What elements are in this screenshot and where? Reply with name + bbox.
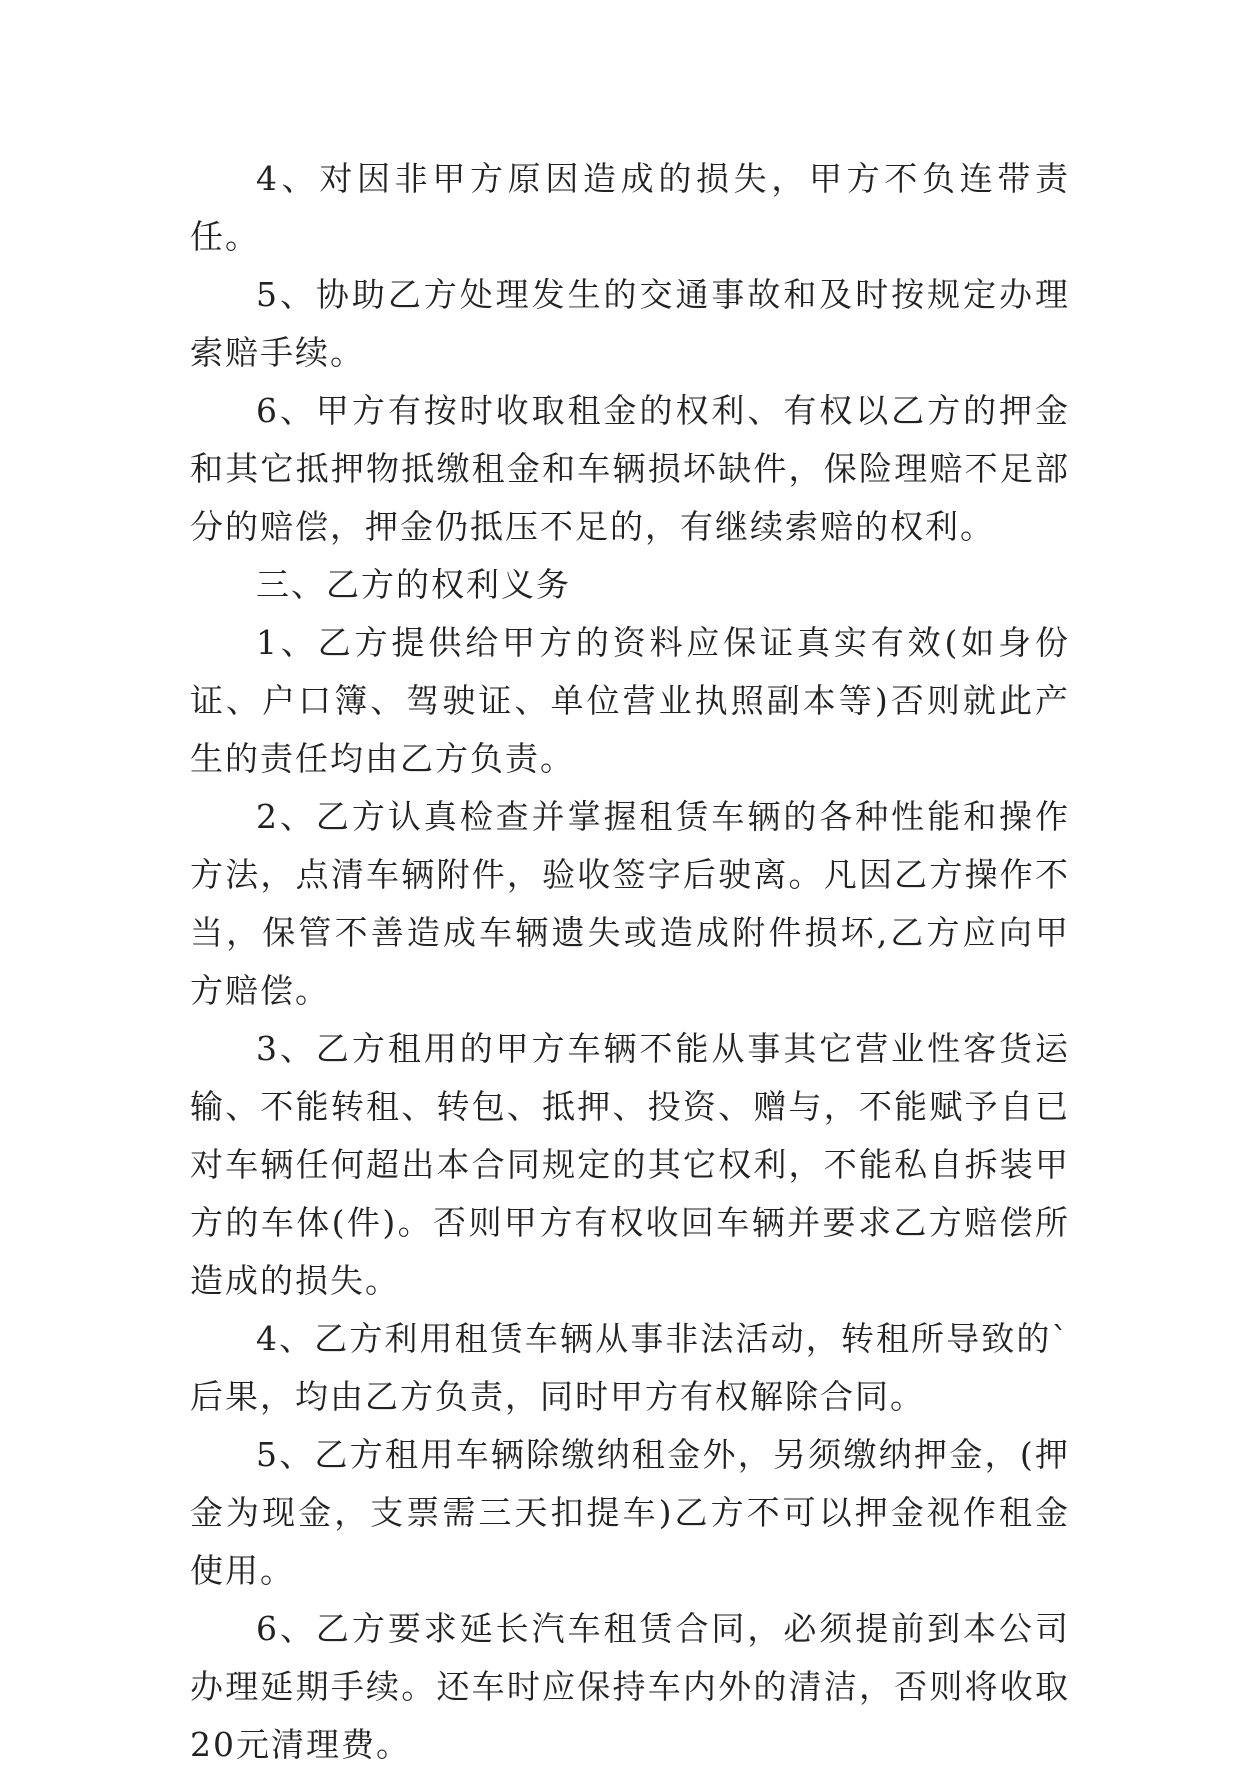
paragraph-lessee-clause-4: 4、乙方利用租赁车辆从事非法活动，转租所导致的`后果，均由乙方负责，同时甲方有权解除合同。 — [190, 1319, 1070, 1416]
paragraph-lessee-clause-6: 6、乙方要求延长汽车租赁合同，必须提前到本公司办理延期手续。还车时应保持车内外的清洁，否则将收取20元清理费。 — [190, 1609, 1070, 1764]
paragraph-lessee-clause-3: 3、乙方租用的甲方车辆不能从事其它营业性客货运输、不能转租、转包、抵押、投资、赠与，不能赋予自已对车辆任何超出本合同规定的其它权利，不能私自拆装甲方的车体(件)。否则甲方有权收回车辆并要求乙方赔偿所造成的损失。 — [190, 1029, 1070, 1300]
paragraph-lessee-clause-1: 1、乙方提供给甲方的资料应保证真实有效(如身份证、户口簿、驾驶证、单位营业执照副本等)否则就此产生的责任均由乙方负责。 — [190, 623, 1070, 778]
document-body — [190, 150, 1070, 1774]
section-heading-lessee-rights: 三、乙方的权利义务 — [256, 565, 571, 604]
paragraph-lessor-clause-5: 5、协助乙方处理发生的交通事故和及时按规定办理索赔手续。 — [190, 275, 1070, 372]
paragraph-lessor-clause-6: 6、甲方有按时收取租金的权利、有权以乙方的押金和其它抵押物抵缴租金和车辆损坏缺件，保险理赔不足部分的赔偿，押金仍抵压不足的，有继续索赔的权利。 — [190, 391, 1070, 546]
paragraph-lessor-clause-4: 4、对因非甲方原因造成的损失，甲方不负连带责任。 — [190, 159, 1070, 256]
paragraph-lessee-clause-5: 5、乙方租用车辆除缴纳租金外，另须缴纳押金，(押金为现金，支票需三天扣提车)乙方不可以押金视作租金使用。 — [190, 1435, 1070, 1590]
paragraph-lessee-clause-2: 2、乙方认真检查并掌握租赁车辆的各种性能和操作方法，点清车辆附件，验收签字后驶离。凡因乙方操作不当，保管不善造成车辆遗失或造成附件损坏,乙方应向甲方赔偿。 — [190, 797, 1070, 1010]
